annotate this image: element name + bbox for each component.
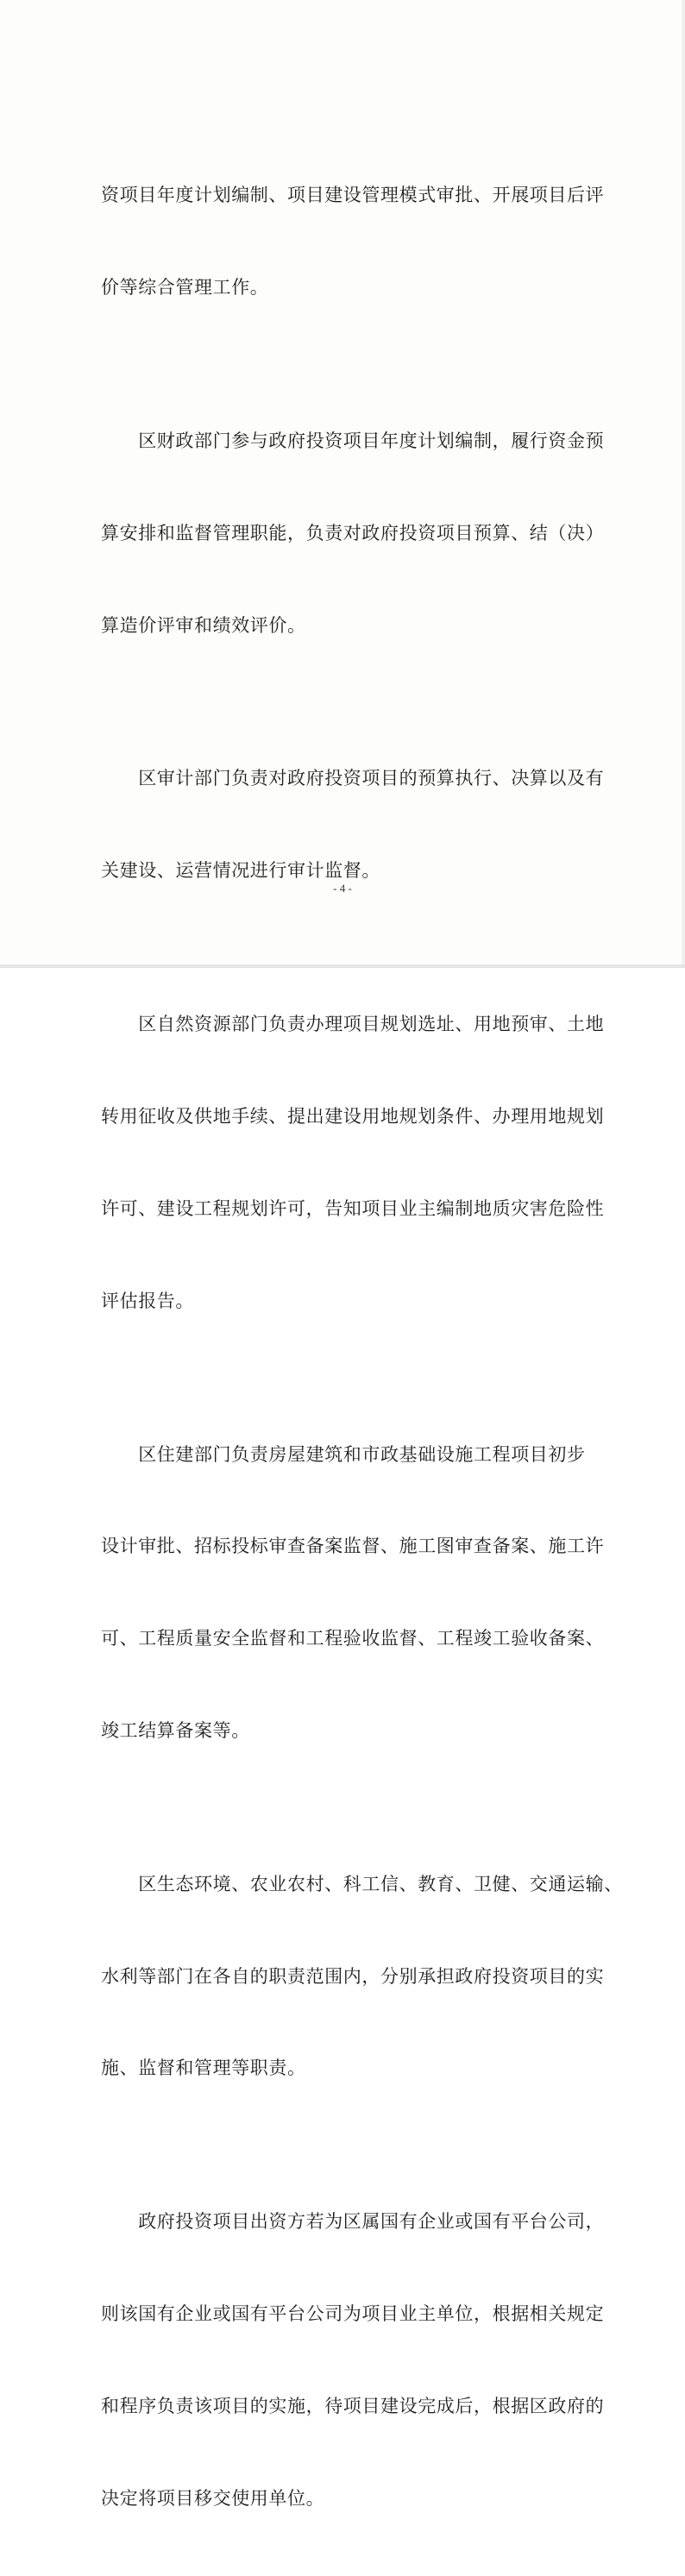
text-line: 许可、建设工程规划许可，告知项目业主编制地质灾害危险性: [101, 1197, 605, 1219]
paragraph-5: [101, 1378, 605, 1807]
text-line: 决定将项目移交使用单位。: [101, 2487, 325, 2509]
text-line: 设计审批、招标投标审查备案监督、施工图审查备案、施工许: [101, 1536, 605, 1557]
text-line: 价等综合管理工作。: [101, 276, 269, 298]
paragraph-4: [101, 948, 605, 1378]
paragraph-2: [101, 365, 605, 703]
text-line: 可、工程质量安全监督和工程验收监督、工程竣工验收备案、: [101, 1628, 605, 1649]
paragraph-1: [101, 119, 605, 365]
text-line: 资项目年度计划编制、项目建设管理模式审批、开展项目后评: [101, 185, 605, 206]
text-line: 竣工结算备案等。: [101, 1719, 250, 1741]
scan-edge-right: [682, 0, 685, 968]
paragraph-3: [101, 702, 605, 948]
scan-edge-bottom: [0, 964, 685, 968]
body-text: [101, 119, 623, 2576]
text-line: 区生态环境、农业农村、科工信、教育、卫健、交通运输、: [101, 1873, 623, 1894]
text-line: 区财政部门参与政府投资项目年度计划编制，履行资金预: [101, 430, 605, 451]
text-line: 区审计部门负责对政府投资项目的预算执行、决算以及有: [101, 768, 605, 789]
text-line: 和程序负责该项目的实施，待项目建设完成后，根据区政府的: [101, 2395, 605, 2416]
paragraph-7: [101, 2146, 605, 2575]
text-line: 水利等部门在各自的职责范围内，分别承担政府投资项目的实: [101, 1965, 605, 1987]
text-line: 转用征收及供地手续、提出建设用地规划条件、办理用地规划: [101, 1106, 605, 1127]
text-line: 政府投资项目出资方若为区属国有企业或国有平台公司，: [101, 2211, 605, 2233]
text-line: 区住建部门负责房屋建筑和市政基础设施工程项目初步: [101, 1443, 586, 1465]
paragraph-6: [101, 1808, 623, 2146]
text-line: 评估报告。: [101, 1290, 194, 1311]
text-line: 施、监督和管理等职责。: [101, 2058, 306, 2079]
text-line: 区自然资源部门负责办理项目规划选址、用地预审、土地: [101, 1014, 605, 1035]
page-number: - 4 -: [333, 882, 352, 895]
text-line: 算造价评审和绩效评价。: [101, 614, 306, 636]
text-line: 关建设、运营情况进行审计监督。: [101, 860, 380, 882]
text-line: 则该国有企业或国有平台公司为项目业主单位，根据相关规定: [101, 2303, 605, 2325]
text-line: 算安排和监督管理职能，负责对政府投资项目预算、结（决）: [101, 522, 605, 543]
